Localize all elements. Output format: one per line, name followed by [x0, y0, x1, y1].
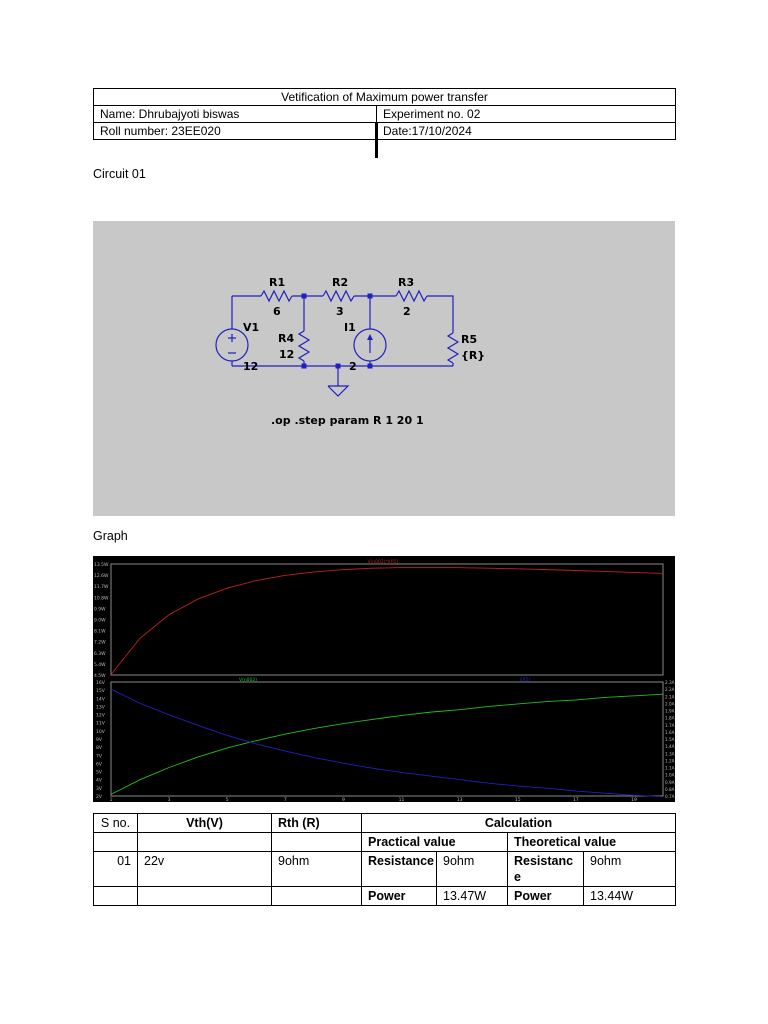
voltage-y-tick: 7V — [96, 754, 102, 760]
cell-practical-power: 13.47W — [437, 887, 508, 906]
circuit-section-label: Circuit 01 — [93, 167, 146, 181]
voltage-y-tick: 6V — [96, 762, 102, 768]
table-divider-bar — [375, 122, 378, 158]
x-tick: 19 — [631, 798, 637, 802]
cell-theoretical-resistance: 9ohm — [584, 852, 676, 887]
student-name: Name: Dhrubajyoti biswas — [94, 106, 377, 123]
power-y-tick: 4.5W — [94, 674, 106, 679]
x-tick: 1 — [109, 798, 113, 802]
r4-name: R4 — [278, 332, 295, 345]
power-y-tick: 9.9W — [94, 607, 106, 613]
cell-practical-power-label: Power — [362, 887, 437, 906]
x-tick: 11 — [398, 798, 405, 802]
power-y-tick: 11.7W — [94, 585, 109, 591]
header-practical: Practical value — [362, 833, 508, 852]
roll-number: Roll number: 23EE020 — [94, 123, 377, 140]
r2-name: R2 — [332, 276, 349, 289]
current-y-tick: 1.6A — [665, 729, 675, 735]
header-sno: S no. — [94, 814, 138, 833]
voltage-y-tick: 3V — [96, 786, 102, 792]
cell-vth: 22v — [138, 852, 272, 887]
current-y-tick: 1.5A — [665, 737, 675, 742]
power-pane-frame — [111, 564, 663, 675]
current-trace-label: I(R5) — [519, 678, 531, 683]
current-y-tick: 2.3A — [665, 680, 675, 685]
r1-value: 6 — [273, 305, 281, 318]
cell-theoretical-power: 13.44W — [584, 887, 676, 906]
power-y-tick: 8.1W — [94, 629, 106, 635]
voltage-y-tick: 8V — [96, 746, 102, 752]
voltage-trace — [111, 694, 663, 794]
x-tick: 5 — [225, 798, 229, 802]
cell-practical-resistance-label: Resistance — [362, 852, 437, 887]
experiment-date: Date:17/10/2024 — [377, 123, 676, 140]
r1-name: R1 — [269, 276, 286, 289]
waveform-svg — [93, 556, 675, 802]
power-y-tick: 13.5W — [94, 563, 109, 568]
voltage-y-tick: 14V — [96, 697, 105, 703]
current-y-tick: 1.9A — [665, 708, 675, 714]
graph-section-label: Graph — [93, 529, 128, 543]
x-tick: 17 — [572, 798, 579, 802]
spice-directive: .op .step param R 1 20 1 — [271, 414, 424, 427]
current-y-tick: 2.1A — [665, 694, 675, 700]
cell-practical-resistance: 9ohm — [437, 852, 508, 887]
voltage-y-tick: 16V — [96, 681, 105, 686]
current-y-tick: 1.3A — [665, 751, 675, 757]
power-y-tick: 10.8W — [94, 596, 109, 602]
power-y-tick: 9.0W — [94, 618, 106, 624]
cell-theoretical-power-label: Power — [508, 887, 584, 906]
voltage-y-tick: 9V — [96, 738, 102, 743]
v1-value: 12 — [243, 360, 259, 373]
header-rth: Rth (R) — [272, 814, 362, 833]
r4-value: 12 — [279, 348, 295, 361]
x-tick: 3 — [167, 798, 171, 802]
header-vth: Vth(V) — [138, 814, 272, 833]
current-y-tick: 0.9A — [665, 779, 675, 785]
circuit-diagram — [93, 221, 675, 516]
i1-name: I1 — [344, 321, 356, 334]
voltage-y-tick: 13V — [96, 705, 105, 711]
voltage-y-tick: 15V — [96, 689, 105, 695]
current-y-tick: 1.2A — [665, 758, 675, 764]
current-y-tick: 2.2A — [665, 687, 675, 693]
current-y-tick: 1.0A — [665, 772, 675, 778]
current-y-tick: 0.7A — [665, 794, 675, 799]
voltage-y-tick: 11V — [96, 721, 105, 727]
header-theoretical: Theoretical value — [508, 833, 676, 852]
experiment-number: Experiment no. 02 — [377, 106, 676, 123]
current-y-tick: 2.0A — [665, 701, 675, 707]
current-y-tick: 1.7A — [665, 722, 675, 728]
power-y-tick: 7.2W — [94, 640, 106, 646]
header-table — [93, 88, 676, 140]
x-tick: 15 — [514, 798, 521, 802]
power-y-tick: 6.3W — [94, 651, 106, 657]
r5-name: R5 — [461, 333, 478, 346]
power-trace — [111, 567, 663, 674]
document-title: Vetification of Maximum power transfer — [94, 89, 676, 106]
voltage-y-tick: 5V — [96, 770, 102, 776]
r5-value: {R} — [461, 349, 486, 362]
i1-value: 2 — [349, 360, 357, 373]
voltage-trace-label: V(n002) — [238, 678, 258, 683]
voltage-y-tick: 10V — [96, 729, 105, 735]
waveform-plot — [93, 556, 675, 802]
voltage-y-tick: 2V — [96, 795, 102, 800]
cell-rth: 9ohm — [272, 852, 362, 887]
current-y-tick: 1.4A — [665, 744, 675, 750]
current-y-tick: 1.8A — [665, 715, 675, 721]
current-y-tick: 0.8A — [665, 786, 675, 792]
header-calculation: Calculation — [362, 814, 676, 833]
power-trace-label: V(n002)*I(R5) — [367, 560, 399, 565]
r3-name: R3 — [398, 276, 415, 289]
power-y-tick: 12.6W — [94, 574, 109, 580]
current-trace — [111, 689, 663, 797]
x-tick: 13 — [456, 798, 463, 802]
cell-theoretical-resistance-label: Resistanc e — [508, 852, 584, 887]
v1-name: V1 — [243, 321, 260, 334]
x-tick: 9 — [341, 798, 345, 802]
voltage-y-tick: 4V — [96, 778, 102, 784]
power-y-tick: 5.4W — [94, 662, 106, 668]
r3-value: 2 — [403, 305, 411, 318]
cell-sno: 01 — [94, 852, 138, 887]
voltage-y-tick: 12V — [96, 713, 105, 719]
x-tick: 7 — [283, 798, 287, 802]
r2-value: 3 — [336, 305, 344, 318]
circuit-schematic — [93, 221, 675, 516]
results-table — [93, 813, 676, 906]
current-y-tick: 1.1A — [665, 765, 675, 771]
